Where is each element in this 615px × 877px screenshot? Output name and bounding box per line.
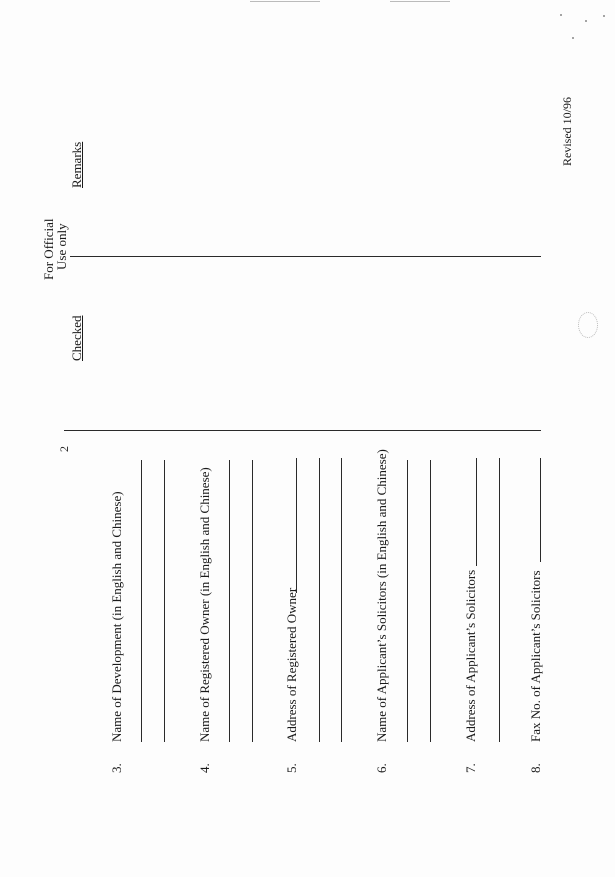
item-label: Fax No. of Applicant’s Solicitors bbox=[528, 570, 543, 742]
item-label: Name of Registered Owner (in English and Chinese) bbox=[197, 467, 212, 742]
item-label: Name of Applicant’s Solicitors (in English and Chinese) bbox=[374, 449, 389, 742]
scan-speck bbox=[603, 15, 605, 17]
official-use-line2: Use only bbox=[54, 223, 69, 270]
answer-line[interactable] bbox=[296, 458, 297, 593]
official-use-rule bbox=[70, 256, 541, 257]
answer-line[interactable] bbox=[141, 460, 142, 742]
answer-line[interactable] bbox=[252, 460, 253, 742]
item-number: 4. bbox=[197, 763, 212, 773]
item-label: Address of Applicant’s Solicitors bbox=[463, 569, 478, 742]
item-number: 8. bbox=[528, 763, 543, 773]
item-number: 6. bbox=[374, 763, 389, 773]
remarks-column-header: Remarks bbox=[69, 141, 84, 188]
item-label: Name of Development (in English and Chinese) bbox=[109, 491, 124, 742]
revised-note: Revised 10/96 bbox=[560, 97, 574, 166]
item-number: 3. bbox=[109, 763, 124, 773]
answer-line[interactable] bbox=[229, 460, 230, 742]
scan-speck bbox=[572, 37, 574, 39]
section-divider bbox=[64, 430, 541, 431]
answer-line[interactable] bbox=[499, 458, 500, 742]
answer-line[interactable] bbox=[476, 458, 477, 566]
scan-mark-top bbox=[390, 1, 450, 2]
answer-line[interactable] bbox=[407, 460, 408, 742]
answer-line[interactable] bbox=[430, 460, 431, 742]
answer-line[interactable] bbox=[540, 458, 541, 562]
answer-line[interactable] bbox=[164, 460, 165, 742]
item-number: 7. bbox=[463, 763, 478, 773]
checked-column-header: Checked bbox=[69, 315, 84, 361]
scan-speck bbox=[560, 14, 562, 16]
item-label: Address of Registered Owner bbox=[284, 587, 299, 742]
scan-mark-top bbox=[250, 1, 320, 2]
page-number: 2 bbox=[57, 446, 71, 452]
item-number: 5. bbox=[284, 763, 299, 773]
scan-smudge bbox=[578, 312, 598, 338]
scan-speck bbox=[585, 20, 587, 22]
answer-line[interactable] bbox=[341, 458, 342, 742]
answer-line[interactable] bbox=[319, 458, 320, 742]
official-use-line1: For Official bbox=[41, 218, 56, 280]
